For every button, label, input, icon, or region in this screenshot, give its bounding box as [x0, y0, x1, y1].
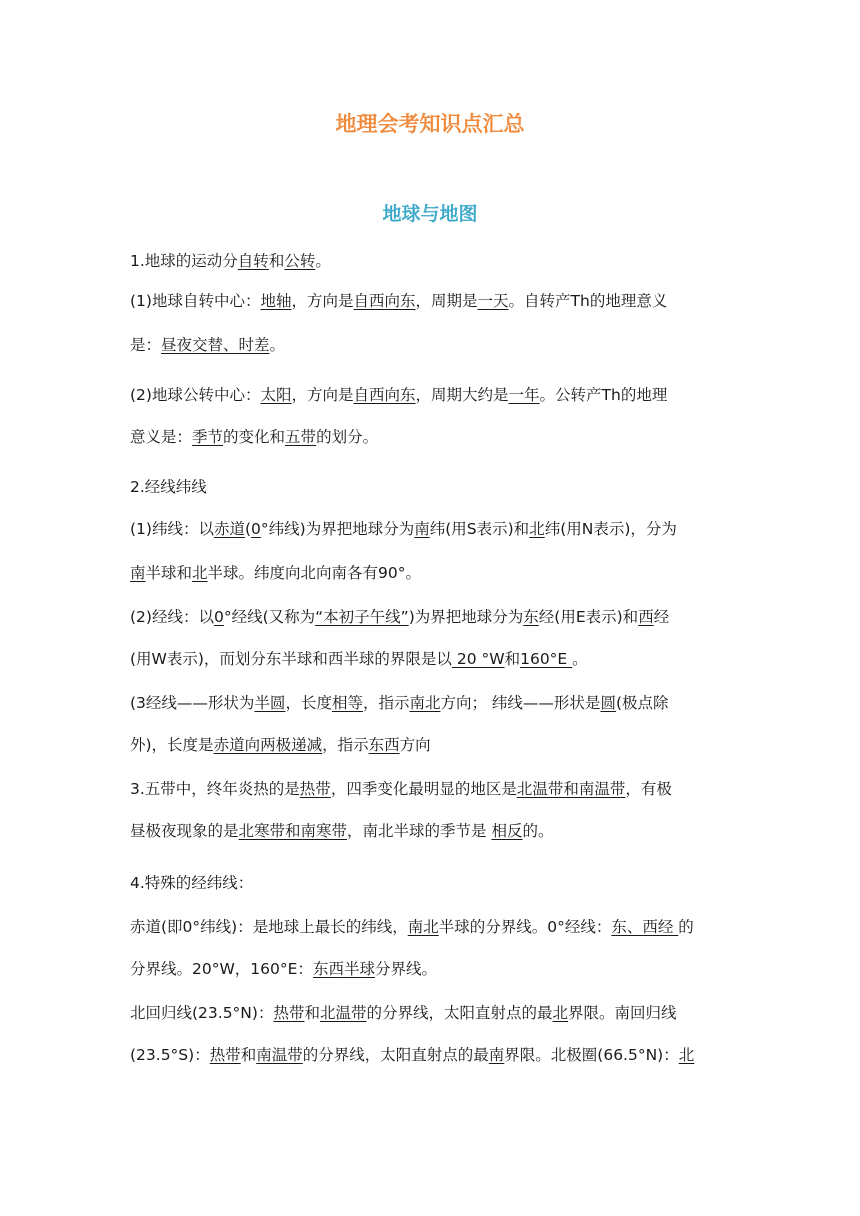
- text-segment: 纬(用N表示)，分为: [544, 520, 677, 538]
- text-segment: 4.特殊的经纬线：: [130, 874, 254, 892]
- text-line: [130, 916, 694, 938]
- text-segment: 和: [240, 1046, 257, 1064]
- text-segment: 界限。北极圈(66.5°N)：: [504, 1046, 679, 1064]
- text-line: [130, 648, 588, 670]
- text-segment: (1)地球自转中心：: [130, 292, 261, 310]
- underlined-answer: 自转: [237, 252, 269, 270]
- underlined-answer: 南: [414, 520, 430, 538]
- text-line: [130, 778, 672, 800]
- text-line: [130, 334, 285, 356]
- underlined-answer: 相等: [331, 694, 363, 712]
- underlined-answer: 东西: [368, 736, 400, 754]
- text-segment: (23.5°S)：: [130, 1046, 210, 1064]
- text-segment: 。自转产Th的地理意义: [508, 292, 668, 310]
- underlined-answer: 圆: [600, 694, 616, 712]
- text-segment: 3.五带中，终年炎热的是: [130, 780, 300, 798]
- text-segment: 和: [304, 1004, 320, 1022]
- underlined-answer: 季节: [192, 428, 224, 446]
- underlined-answer: 地轴: [260, 292, 292, 310]
- text-line: [130, 562, 421, 584]
- underlined-answer: 自西向东: [353, 386, 416, 404]
- text-segment: °经线(又称为: [223, 608, 316, 626]
- text-segment: ，有极: [625, 780, 672, 798]
- underlined-answer: 热带: [299, 780, 331, 798]
- underlined-answer: 半圆: [254, 694, 286, 712]
- text-segment: 经: [653, 608, 670, 626]
- text-segment: ，方向是: [291, 386, 354, 404]
- text-line: [130, 250, 331, 272]
- underlined-answer: 半球: [343, 960, 375, 978]
- underlined-answer: 五带: [285, 428, 317, 446]
- underlined-answer: 南温带: [256, 1046, 303, 1064]
- underlined-answer: 赤道向两极递减: [213, 736, 323, 754]
- underlined-answer: 西: [638, 608, 654, 626]
- underlined-answer: 北: [552, 1004, 569, 1022]
- text-segment: (2)经线：以: [130, 608, 214, 626]
- text-line: [130, 384, 667, 406]
- text-segment: )为界把地球分为: [408, 608, 524, 626]
- text-segment: 的: [678, 918, 694, 936]
- underlined-answer: 公转: [284, 252, 316, 270]
- text-segment: (极点除: [615, 694, 669, 712]
- underlined-answer: 昼夜交替、时差: [161, 336, 270, 354]
- text-line: [130, 476, 207, 498]
- text-line: [130, 1044, 694, 1066]
- underlined-answer: 北温带和南温带: [516, 780, 626, 798]
- text-segment: 的变化和: [223, 428, 286, 446]
- section-heading: 地球与地图: [382, 203, 478, 225]
- text-segment: 北回归线(23.5°N)：: [130, 1004, 274, 1022]
- text-segment: 半球和: [145, 564, 193, 582]
- text-segment: 分界线。: [374, 960, 437, 978]
- text-segment: ，四季变化最明显的地区是: [330, 780, 517, 798]
- text-line: [130, 872, 253, 894]
- text-segment: ，周期是: [415, 292, 478, 310]
- text-segment: ，南北半球的季节是: [347, 822, 492, 840]
- text-segment: ，指示: [362, 694, 410, 712]
- underlined-answer: 热带: [273, 1004, 305, 1022]
- text-line: [130, 958, 437, 980]
- text-line: [130, 692, 669, 714]
- text-segment: 。: [269, 336, 286, 354]
- text-segment: °纬线)为界把地球分为: [260, 520, 415, 538]
- underlined-answer: 160°E: [520, 650, 573, 668]
- text-segment: 的划分。: [316, 428, 379, 446]
- text-segment: (1)纬线：以: [130, 520, 214, 538]
- underlined-answer: 北: [529, 520, 545, 538]
- underlined-answer: 相反: [491, 822, 523, 840]
- text-segment: 和: [504, 650, 521, 668]
- text-segment: 方向； 纬线——形状是: [440, 694, 601, 712]
- text-segment: ，方向是: [291, 292, 354, 310]
- underlined-answer: 一天: [477, 292, 509, 310]
- text-line: [130, 734, 431, 756]
- underlined-answer: 20 °W: [451, 650, 505, 668]
- underlined-answer: 东西: [312, 960, 344, 978]
- underlined-answer: 0: [251, 520, 261, 538]
- text-segment: 界限。南回归线: [568, 1004, 677, 1022]
- text-segment: 半球。纬度向北向南各有90°。: [207, 564, 422, 582]
- underlined-answer: 自西向东: [353, 292, 416, 310]
- text-segment: 。公转产Th的地理: [539, 386, 668, 404]
- text-segment: (用W表示)，而划分东半球和西半球的界限是以: [130, 650, 452, 668]
- text-segment: 纬(用S表示)和: [429, 520, 530, 538]
- text-segment: ，周期大约是: [415, 386, 509, 404]
- text-line: [130, 1002, 677, 1024]
- underlined-answer: 南北: [409, 694, 441, 712]
- underlined-answer: 北: [678, 1046, 695, 1064]
- underlined-answer: 南: [130, 564, 146, 582]
- underlined-answer: 太阳: [260, 386, 292, 404]
- underlined-answer: 北寒带和南寒带: [238, 822, 348, 840]
- underlined-answer: 热带: [209, 1046, 241, 1064]
- text-segment: 的。: [522, 822, 554, 840]
- text-segment: 是：: [130, 336, 162, 354]
- underlined-answer: 北温带: [319, 1004, 367, 1022]
- text-segment: 半球的分界线。0°经线：: [438, 918, 612, 936]
- text-segment: 赤道(即0°纬线)：是地球上最长的纬线，: [130, 918, 408, 936]
- text-segment: 昼极夜现象的是: [130, 822, 239, 840]
- text-segment: (: [244, 520, 252, 538]
- text-segment: 。: [315, 252, 331, 270]
- text-segment: 分界线。20°W，160°E：: [130, 960, 313, 978]
- text-line: [130, 518, 677, 540]
- text-segment: (3经线——形状为: [130, 694, 255, 712]
- text-line: [130, 290, 667, 312]
- text-segment: 2.经线纬线: [130, 478, 207, 496]
- text-segment: (2)地球公转中心：: [130, 386, 261, 404]
- underlined-answer: 南北: [407, 918, 439, 936]
- text-segment: 的分界线，太阳直射点的最: [302, 1046, 489, 1064]
- underlined-answer: 赤道: [213, 520, 245, 538]
- underlined-answer: 东: [523, 608, 539, 626]
- text-segment: ，长度: [285, 694, 332, 712]
- text-segment: 的分界线，太阳直射点的最: [366, 1004, 553, 1022]
- text-line: [130, 606, 669, 628]
- underlined-answer: 0: [213, 608, 224, 626]
- text-segment: 意义是：: [130, 428, 193, 446]
- underlined-answer: 南: [488, 1046, 505, 1064]
- underlined-answer: 东、西经: [611, 918, 679, 936]
- text-line: [130, 426, 378, 448]
- text-segment: 和: [268, 252, 285, 270]
- document-title: 地理会考知识点汇总: [335, 112, 525, 136]
- underlined-answer: 一年: [508, 386, 540, 404]
- text-segment: 经(用E表示)和: [538, 608, 639, 626]
- text-segment: ，指示: [322, 736, 369, 754]
- text-segment: 外)，长度是: [130, 736, 214, 754]
- text-segment: 方向: [399, 736, 431, 754]
- text-segment: 。: [572, 650, 588, 668]
- text-line: [130, 820, 554, 842]
- text-segment: 1.地球的运动分: [130, 252, 238, 270]
- underlined-answer: “本初子午线”: [315, 608, 409, 626]
- underlined-answer: 北: [192, 564, 208, 582]
